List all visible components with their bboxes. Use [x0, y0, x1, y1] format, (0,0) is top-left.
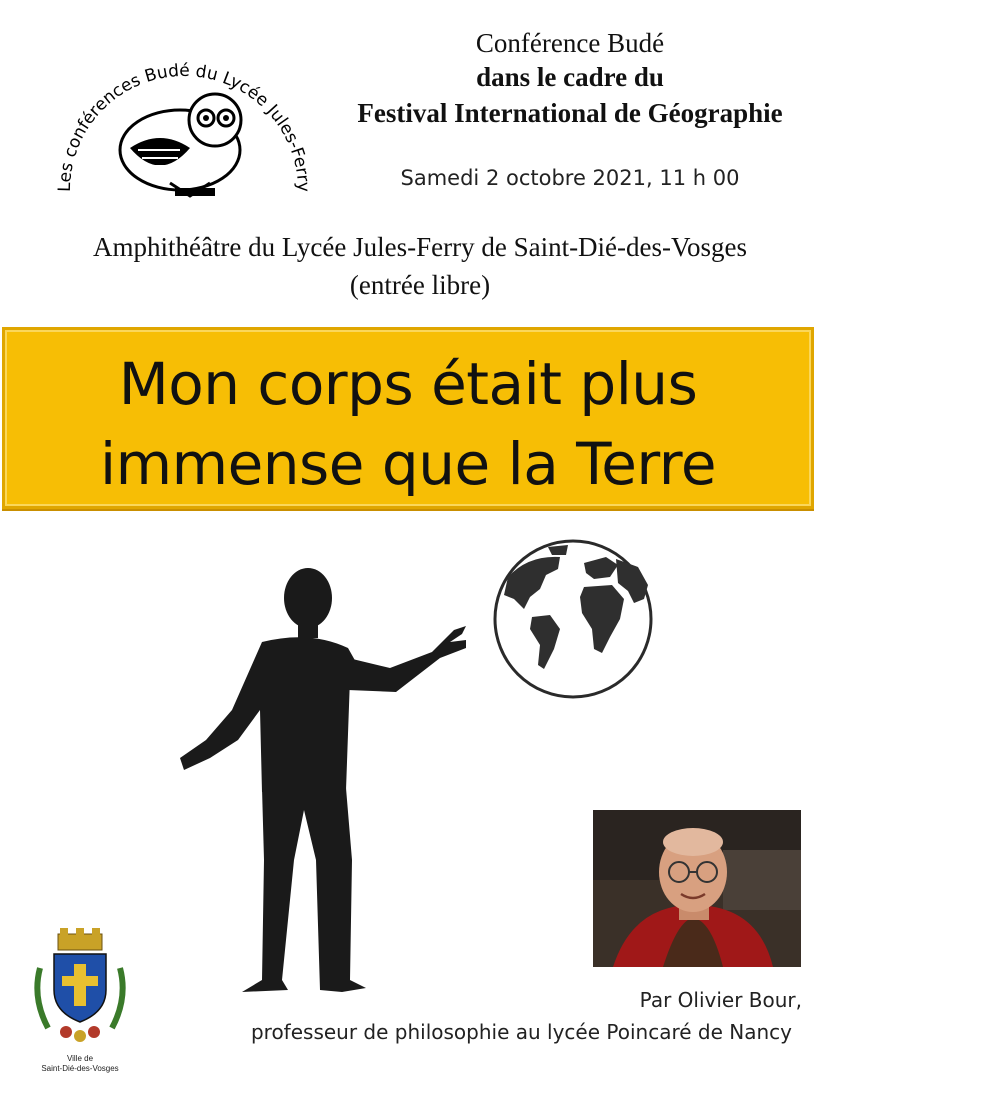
speaker-photo: [593, 810, 801, 967]
speaker-name: Par Olivier Bour,: [639, 988, 802, 1012]
title-line-2: immense que la Terre: [99, 430, 717, 498]
title-banner: [2, 327, 814, 509]
logo-arc-text: Les conférences Budé du Lycée Jules-Ferry: [54, 60, 314, 193]
crest-label-line-1: Ville de: [66, 1054, 94, 1063]
event-date: Samedi 2 octobre 2021, 11 h 00: [400, 166, 740, 190]
title-line-1: Mon corps était plus: [118, 350, 698, 418]
venue-place: Amphithéâtre du Lycée Jules-Ferry de Saint-Dié-des-Vosges: [92, 232, 748, 262]
venue-entry: (entrée libre): [349, 270, 491, 300]
city-crest-icon: [26, 928, 134, 1048]
conference-frame: dans le cadre du: [476, 62, 664, 92]
conference-title: Conférence Budé: [475, 28, 665, 58]
speaker-role: professeur de philosophie au lycée Poincaré de Nancy: [250, 1020, 792, 1044]
owl-icon: [120, 94, 241, 196]
globe-icon: [488, 537, 658, 702]
crest-label: [20, 1054, 140, 1074]
crest-label-line-2: Saint-Dié-des-Vosges: [41, 1064, 119, 1073]
person-silhouette-icon: [170, 560, 480, 1000]
conferences-bude-logo: [40, 30, 320, 200]
festival-name: Festival International de Géographie: [357, 98, 783, 128]
